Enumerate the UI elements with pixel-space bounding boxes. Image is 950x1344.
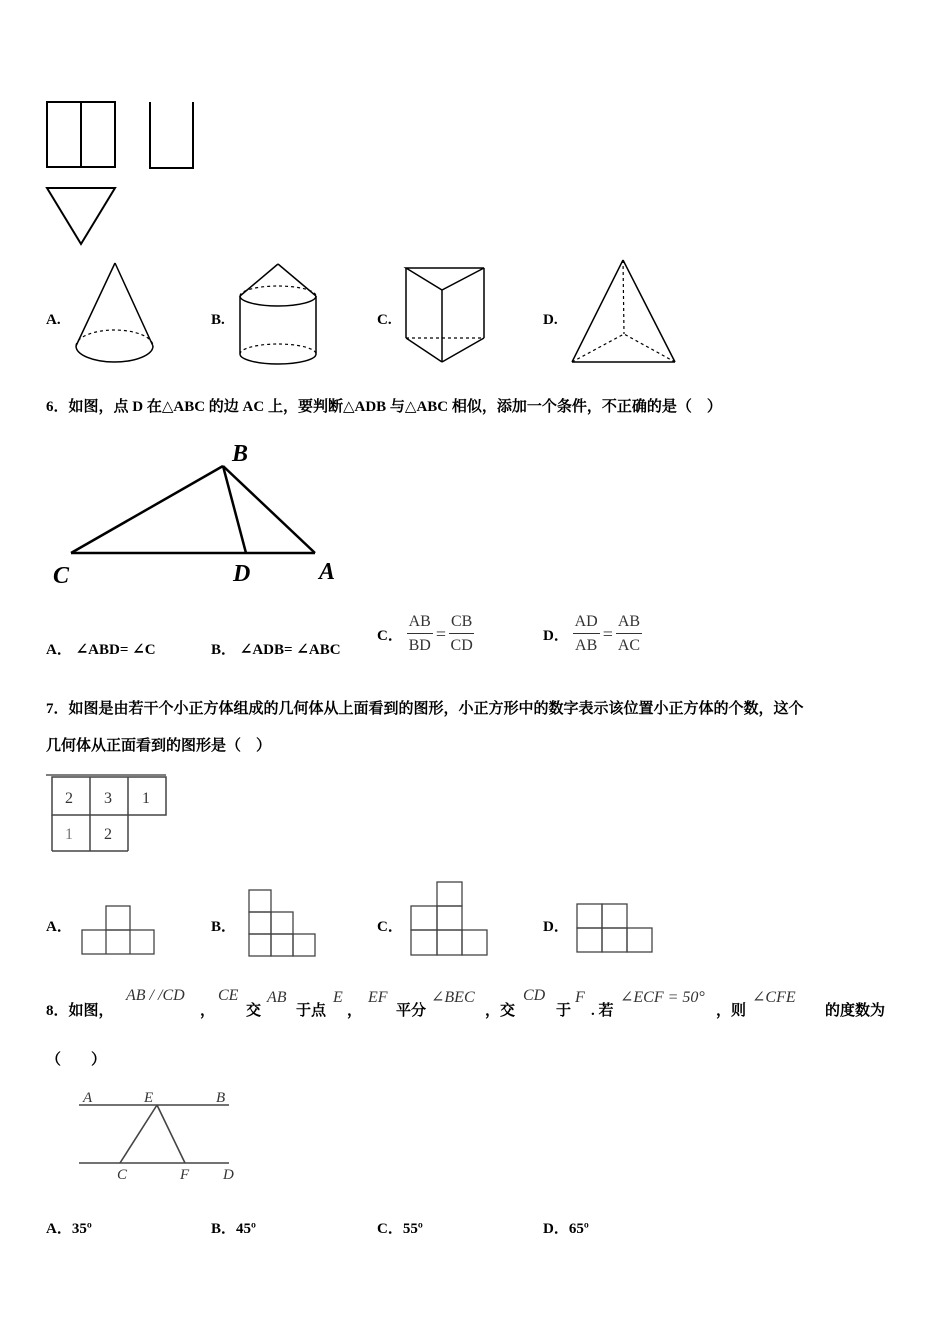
q6-option-a[interactable]: A． ∠ABD= ∠C — [46, 642, 156, 658]
grid-cell: 2 — [104, 826, 112, 843]
q8-text: ，则 — [716, 1003, 747, 1019]
q8-label-c: C — [117, 1167, 128, 1183]
grid-cell: 1 — [142, 790, 150, 807]
q8-text: 交 — [246, 1003, 262, 1019]
q8-text: 于 — [556, 1003, 572, 1019]
q7-stem-line-2: 几何体从正面看到的图形是（ ） — [46, 738, 272, 754]
q8-math-e: E — [333, 989, 343, 1006]
q8-text: 于点 — [296, 1003, 327, 1019]
q8-option-c[interactable]: C．55º — [377, 1221, 423, 1237]
q8-text: 平分 — [396, 1003, 427, 1019]
fraction: $\frac{AD}{AB}$ — [574, 613, 598, 654]
q8-math-ab: AB — [267, 989, 287, 1006]
q6-option-b[interactable]: B． ∠ADB= ∠ABC — [211, 642, 341, 658]
q8-label-d: D — [223, 1167, 234, 1183]
q8-math-angle-bec: ∠BEC — [431, 989, 475, 1006]
q8-label-e: E — [144, 1090, 154, 1106]
q7-option-b-figure[interactable] — [247, 888, 317, 958]
top-view — [47, 188, 115, 244]
q5-option-b-label[interactable]: B. — [211, 312, 225, 328]
q6-triangle-figure — [45, 433, 355, 593]
q6-option-d[interactable]: D． $\frac{AD}{AB}$ = $\frac{AB}{AC}$ — [543, 611, 642, 658]
fraction: $\frac{AB}{AC}$ — [617, 613, 641, 654]
q8-option-d[interactable]: D．65º — [543, 1221, 589, 1237]
q8-text: 的度数为 — [825, 1003, 886, 1019]
grid-cell: 3 — [104, 790, 112, 807]
q6-label-a: A — [319, 559, 336, 585]
q6-stem: 6．如图，点 D 在△ABC 的边 AC 上，要判断△ADB 与△ABC 相似，添加一个条件，不正确的是（ ） — [46, 399, 722, 415]
q8-text: ， — [347, 1003, 363, 1019]
q7-option-d-label[interactable]: D． — [543, 919, 569, 935]
q8-math-ef: EF — [368, 989, 388, 1006]
q8-option-a[interactable]: A．35º — [46, 1221, 92, 1237]
q8-math-ce: CE — [218, 987, 239, 1004]
q8-math-cd: CD — [523, 987, 546, 1004]
q5-option-a-label[interactable]: A. — [46, 312, 61, 328]
q6-label-b: B — [232, 441, 249, 467]
q7-option-a-label[interactable]: A． — [46, 919, 72, 935]
q8-math-angle-cfe: ∠CFE — [752, 989, 796, 1006]
q7-stem-line-1: 7．如图是由若干个小正方体组成的几何体从上面看到的图形，小正方形中的数字表示该位置小正方体的个数，这个 — [46, 701, 804, 717]
q5-option-d-label[interactable]: D. — [543, 312, 558, 328]
q5-option-c-label[interactable]: C. — [377, 312, 392, 328]
q8-math-parallel: AB / /CD — [126, 987, 185, 1004]
cone-figure[interactable] — [70, 258, 160, 368]
q8-text: ，交 — [485, 1003, 516, 1019]
grid-cell: 1 — [65, 826, 73, 843]
q8-label-b: B — [216, 1090, 226, 1106]
q7-top-view-grid — [44, 772, 174, 856]
q8-text: ， — [200, 1003, 216, 1019]
q7-option-d-figure[interactable] — [575, 902, 655, 954]
q8-math-f: F — [575, 989, 585, 1006]
side-view — [150, 102, 193, 168]
fraction: $\frac{AB}{BD}$ — [408, 613, 431, 654]
q7-option-c-figure[interactable] — [409, 880, 489, 958]
triangular-pyramid-figure[interactable] — [566, 256, 682, 368]
q8-option-b[interactable]: B．45º — [211, 1221, 256, 1237]
cone-on-cylinder-figure[interactable] — [232, 258, 324, 370]
q8-math-angle-ecf: ∠ECF = 50° — [620, 989, 705, 1006]
q8-label-a: A — [83, 1090, 93, 1106]
q8-label-f: F — [180, 1167, 190, 1183]
q6-label-c: C — [53, 563, 70, 589]
triangular-prism-figure[interactable] — [400, 262, 490, 370]
q7-option-b-label[interactable]: B． — [211, 919, 237, 935]
q7-option-c-label[interactable]: C． — [377, 919, 403, 935]
q8-stem-line-2: （ ） — [46, 1052, 107, 1068]
three-views-figure — [40, 95, 210, 255]
fraction: $\frac{CB}{CD}$ — [450, 613, 473, 654]
q8-stem-prefix: 8．如图， — [46, 1003, 114, 1019]
q6-label-d: D — [233, 561, 251, 587]
grid-cell: 2 — [65, 790, 73, 807]
q8-text: . 若 — [591, 1003, 614, 1019]
q8-parallel-lines-figure — [75, 1086, 245, 1184]
q7-option-a-figure[interactable] — [80, 904, 156, 956]
q6-option-c[interactable]: C． $\frac{AB}{BD}$ = $\frac{CB}{CD}$ — [377, 611, 474, 658]
